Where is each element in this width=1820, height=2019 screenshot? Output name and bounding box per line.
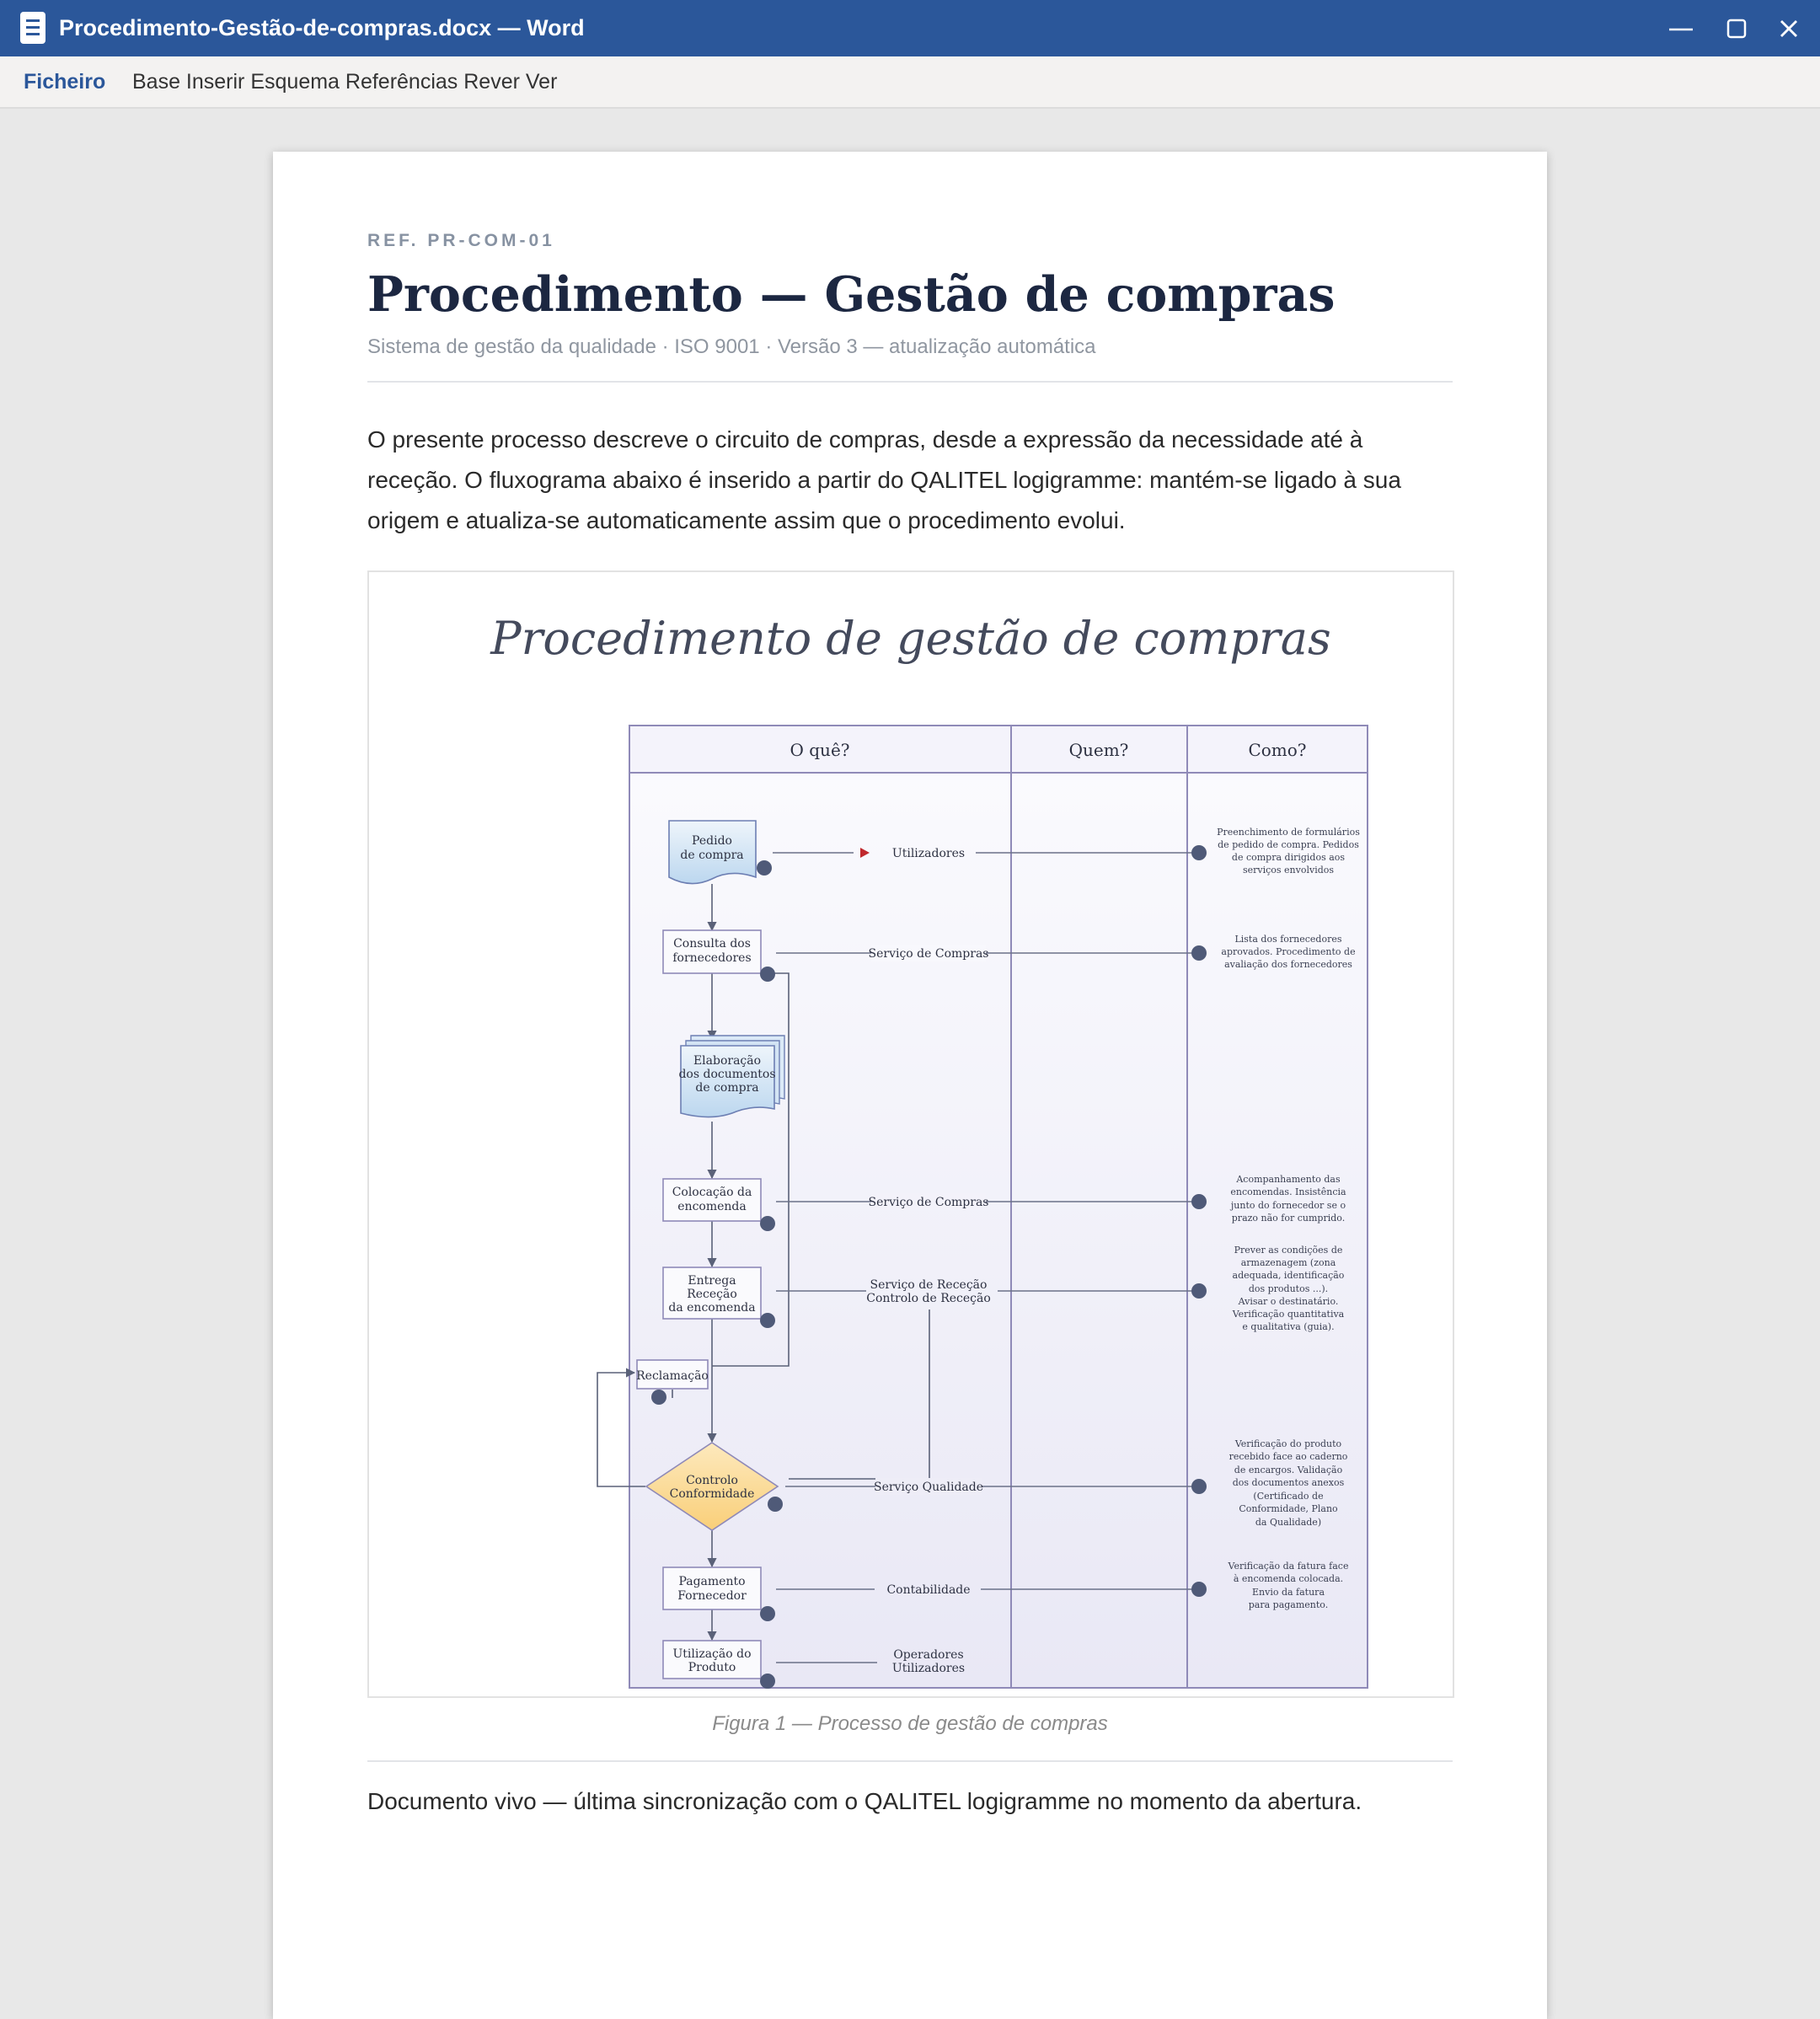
document-page [273,152,1547,2019]
svg-text:encomenda: encomenda [677,1200,747,1213]
how-note-2 [1221,934,1355,970]
svg-text:Avisar o destinatário.: Avisar o destinatário. [1238,1296,1339,1307]
svg-text:dos documentos anexos: dos documentos anexos [1232,1477,1345,1488]
svg-text:para pagamento.: para pagamento. [1248,1599,1329,1610]
step-pedido-de-compra[interactable] [669,821,756,884]
svg-text:de compra: de compra [680,849,744,862]
svg-text:e qualitativa (guia).: e qualitativa (guia). [1242,1321,1335,1332]
svg-text:Pagamento: Pagamento [678,1575,746,1588]
svg-text:dos produtos ...).: dos produtos ...). [1248,1283,1329,1294]
who-label-9a: Operadores [893,1648,964,1662]
svg-text:avaliação dos fornecedores: avaliação dos fornecedores [1224,959,1352,970]
window-title: Procedimento-Gestão-de-compras.docx — Word [59,15,585,40]
svg-text:Pedido: Pedido [692,834,732,848]
svg-text:Verificação do produto: Verificação do produto [1234,1438,1342,1449]
svg-text:Fornecedor: Fornecedor [677,1589,747,1603]
column-header-what: O quê? [790,740,850,760]
title-bar [0,0,1820,56]
svg-text:à encomenda colocada.: à encomenda colocada. [1233,1573,1344,1584]
step-reclamacao[interactable] [636,1360,709,1389]
flowchart-diagram [369,572,1453,1696]
who-label-1: Utilizadores [891,847,966,860]
svg-text:Elaboração: Elaboração [693,1054,762,1068]
step-colocacao-encomenda[interactable] [663,1179,761,1221]
maximize-button[interactable] [1711,0,1762,56]
svg-text:Entrega: Entrega [688,1274,736,1288]
svg-text:Colocação da: Colocação da [672,1186,752,1199]
who-label-9b: Utilizadores [891,1662,966,1675]
svg-text:armazenagem (zona: armazenagem (zona [1240,1257,1336,1268]
svg-text:Receção: Receção [687,1288,737,1301]
who-label-4: Serviço de Compras [868,1196,989,1209]
footer-divider [367,1760,1453,1762]
svg-text:(Certificado de: (Certificado de [1253,1491,1324,1502]
ribbon-tabs[interactable]: Base Inserir Esquema Referências Rever Ver [132,70,558,94]
svg-text:de compra dirigidos aos: de compra dirigidos aos [1231,852,1346,863]
svg-text:Preenchimento de formulários: Preenchimento de formulários [1217,827,1360,838]
svg-text:Prever as condições de: Prever as condições de [1234,1245,1343,1256]
svg-text:junto do fornecedor se o: junto do fornecedor se o [1230,1200,1346,1211]
close-button[interactable] [1764,0,1814,56]
svg-text:da Qualidade): da Qualidade) [1255,1517,1322,1528]
document-subtitle: Sistema de gestão da qualidade · ISO 9001 · Versão 3 — atualização automática [367,335,1096,358]
svg-text:Consulta dos: Consulta dos [673,937,751,951]
svg-text:Conformidade, Plano: Conformidade, Plano [1239,1503,1338,1514]
document-title: Procedimento — Gestão de compras [367,266,1336,323]
step-pagamento-fornecedor[interactable] [663,1567,761,1609]
step-elaboracao-documentos[interactable] [678,1036,784,1117]
svg-text:Envio da fatura: Envio da fatura [1251,1587,1325,1598]
who-label-2: Serviço de Compras [868,947,989,961]
svg-text:de pedido de compra. Pedidos: de pedido de compra. Pedidos [1218,839,1359,850]
svg-text:Controlo: Controlo [686,1474,738,1487]
menu-file[interactable]: Ficheiro [24,70,106,94]
step-entrega-rececao[interactable] [663,1267,761,1319]
document-ref: REF. PR-COM-01 [367,231,555,250]
svg-text:aprovados. Procedimento de: aprovados. Procedimento de [1221,946,1356,957]
svg-text:Acompanhamento das: Acompanhamento das [1236,1174,1341,1185]
svg-text:dos documentos: dos documentos [678,1068,776,1081]
column-header-who: Quem? [1068,740,1129,760]
svg-text:encomendas. Insistência: encomendas. Insistência [1230,1186,1346,1197]
svg-text:de compra: de compra [695,1081,759,1095]
embedded-flowchart[interactable] [367,570,1454,1698]
svg-text:adequada, identificação: adequada, identificação [1232,1270,1345,1281]
svg-text:Verificação quantitativa: Verificação quantitativa [1232,1309,1345,1320]
column-header-how: Como? [1248,740,1307,760]
svg-text:Produto: Produto [688,1661,736,1674]
who-label-5a: Serviço de Receção [870,1278,988,1292]
svg-text:Reclamação: Reclamação [636,1369,709,1383]
svg-text:fornecedores: fornecedores [672,951,752,965]
footer-note: Documento vivo — última sincronização com o QALITEL logigramme no momento da abertura. [367,1788,1362,1814]
flowchart-title: Procedimento de gestão de compras [490,612,1331,665]
svg-text:da encomenda: da encomenda [668,1301,756,1315]
step-consulta-fornecedores[interactable] [663,930,761,973]
step-utilizacao-produto[interactable] [663,1641,761,1679]
title-divider [367,381,1453,383]
svg-text:Lista dos fornecedores: Lista dos fornecedores [1234,934,1342,945]
svg-text:Conformidade: Conformidade [669,1487,755,1501]
who-label-5b: Controlo de Receção [866,1292,991,1305]
minimize-icon [1667,15,1694,42]
who-label-8: Contabilidade [886,1583,971,1597]
svg-text:de encargos. Validação: de encargos. Validação [1234,1465,1343,1475]
intro-paragraph: O presente processo descreve o circuito de compras, desde a expressão da necessidade até à receção. O fluxograma abaixo é inserido a partir do QALITEL logigramme: mantém-se ligado à sua origem e atualiza-se automaticamente assim que o procedimento evolui. [367,426,1401,533]
svg-text:Utilização do: Utilização do [672,1647,752,1661]
svg-text:Verificação da fatura face: Verificação da fatura face [1228,1561,1349,1572]
word-document-icon [20,12,46,44]
figure-caption: Figura 1 — Processo de gestão de compras [712,1712,1108,1735]
who-label-7: Serviço Qualidade [873,1481,984,1494]
minimize-button[interactable] [1656,0,1706,56]
ribbon-menu [0,56,1820,109]
how-note-5 [1232,1245,1345,1332]
svg-text:prazo não for cumprido.: prazo não for cumprido. [1231,1213,1346,1224]
maximize-icon [1725,17,1748,40]
svg-text:recebido face ao caderno: recebido face ao caderno [1228,1451,1348,1462]
svg-text:serviços envolvidos: serviços envolvidos [1242,865,1335,876]
close-icon [1778,18,1800,40]
